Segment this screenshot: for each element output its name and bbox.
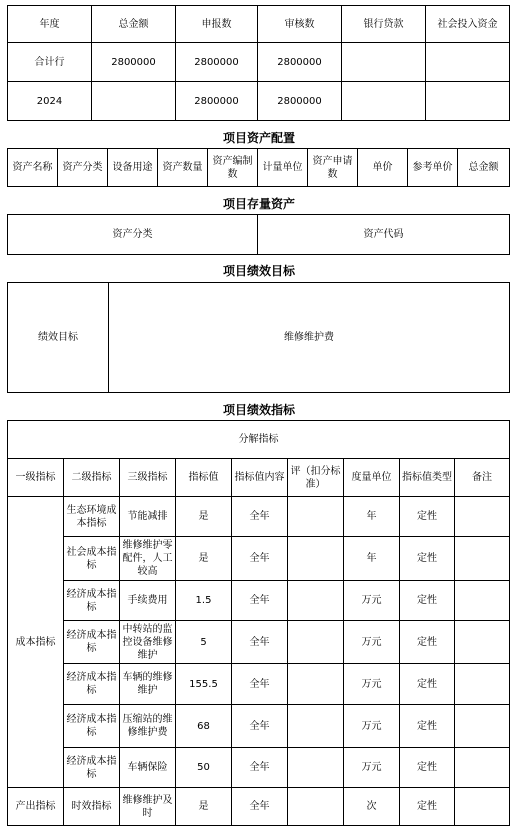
perf-goal-row bbox=[8, 283, 510, 393]
perf-cell: 全年 bbox=[232, 621, 288, 664]
perf-cell: 节能减排 bbox=[120, 497, 176, 537]
funding-header-cell: 年度 bbox=[8, 6, 92, 43]
funding-cell: 2800000 bbox=[258, 43, 342, 82]
perf-cell: 定性 bbox=[400, 497, 455, 537]
perf-cell bbox=[455, 664, 510, 705]
perf-goal-value: 维修维护费 bbox=[109, 283, 510, 393]
funding-row bbox=[8, 82, 510, 121]
perf-cell: 全年 bbox=[232, 748, 288, 788]
funding-row bbox=[8, 43, 510, 82]
perf-cell bbox=[288, 664, 344, 705]
funding-header-row bbox=[8, 6, 510, 43]
perf-cell: 车辆的维修维护 bbox=[120, 664, 176, 705]
perf-cell: 是 bbox=[176, 788, 232, 826]
funding-table bbox=[7, 5, 510, 121]
perf-section-header: 分解指标 bbox=[8, 421, 510, 459]
asset-config-header-cell: 资产数量 bbox=[158, 149, 208, 187]
funding-cell bbox=[92, 82, 176, 121]
perf-cell: 万元 bbox=[344, 664, 400, 705]
stock-assets-header-row bbox=[8, 215, 510, 255]
perf-cell: 全年 bbox=[232, 705, 288, 748]
funding-header-cell: 审核数 bbox=[258, 6, 342, 43]
perf-row bbox=[8, 788, 510, 826]
perf-cell: 维修维护及时 bbox=[120, 788, 176, 826]
perf-cell: 压缩站的维修维护费 bbox=[120, 705, 176, 748]
perf-cell bbox=[288, 705, 344, 748]
perf-cell: 全年 bbox=[232, 788, 288, 826]
asset-config-header-cell: 参考单价 bbox=[408, 149, 458, 187]
perf-cell: 万元 bbox=[344, 748, 400, 788]
perf-cell: 是 bbox=[176, 497, 232, 537]
perf-cell: 定性 bbox=[400, 664, 455, 705]
perf-row bbox=[8, 581, 510, 621]
funding-cell: 合计行 bbox=[8, 43, 92, 82]
perf-goal-title: 项目绩效目标 bbox=[222, 264, 295, 278]
perf-cell bbox=[455, 581, 510, 621]
perf-cell: 次 bbox=[344, 788, 400, 826]
asset-config-header-cell: 计量单位 bbox=[258, 149, 308, 187]
perf-header-cell: 评（扣分标准） bbox=[288, 459, 344, 497]
perf-header-cell: 二级指标 bbox=[64, 459, 120, 497]
perf-cell: 定性 bbox=[400, 621, 455, 664]
funding-header-cell: 社会投入资金 bbox=[426, 6, 510, 43]
perf-row bbox=[8, 664, 510, 705]
perf-cell: 1.5 bbox=[176, 581, 232, 621]
perf-cell: 时效指标 bbox=[64, 788, 120, 826]
perf-cell: 经济成本指标 bbox=[64, 581, 120, 621]
perf-row bbox=[8, 621, 510, 664]
perf-cell: 155.5 bbox=[176, 664, 232, 705]
perf-cell: 全年 bbox=[232, 581, 288, 621]
perf-cell bbox=[455, 748, 510, 788]
perf-cell: 万元 bbox=[344, 705, 400, 748]
perf-cell: 全年 bbox=[232, 664, 288, 705]
perf-header-cell: 一级指标 bbox=[8, 459, 64, 497]
stock-assets-header-cell: 资产分类 bbox=[8, 215, 258, 255]
asset-config-header-cell: 资产编制数 bbox=[208, 149, 258, 187]
perf-cell bbox=[288, 497, 344, 537]
perf-header-cell: 度量单位 bbox=[344, 459, 400, 497]
funding-cell: 2800000 bbox=[176, 43, 258, 82]
perf-cell: 万元 bbox=[344, 581, 400, 621]
perf-cell bbox=[455, 788, 510, 826]
asset-config-header-row bbox=[8, 149, 510, 187]
perf-cell: 社会成本指标 bbox=[64, 537, 120, 581]
funding-header-cell: 总金额 bbox=[92, 6, 176, 43]
perf-row bbox=[8, 748, 510, 788]
stock-assets-header-cell: 资产代码 bbox=[258, 215, 510, 255]
funding-cell: 2800000 bbox=[258, 82, 342, 121]
perf-cell bbox=[288, 621, 344, 664]
perf-cell: 50 bbox=[176, 748, 232, 788]
stock-assets-title: 项目存量资产 bbox=[222, 197, 295, 211]
perf-cell: 5 bbox=[176, 621, 232, 664]
perf-cell: 万元 bbox=[344, 621, 400, 664]
perf-header-cell: 指标值 bbox=[176, 459, 232, 497]
perf-level1-cell: 产出指标 bbox=[8, 788, 64, 826]
perf-cell bbox=[455, 537, 510, 581]
funding-cell: 2800000 bbox=[176, 82, 258, 121]
asset-config-table bbox=[7, 148, 510, 187]
funding-header-cell: 银行贷款 bbox=[342, 6, 426, 43]
funding-cell bbox=[342, 43, 426, 82]
perf-cell: 经济成本指标 bbox=[64, 664, 120, 705]
perf-indicators-table bbox=[7, 420, 510, 826]
perf-level1-cell: 成本指标 bbox=[8, 497, 64, 788]
perf-cell: 生态环境成本指标 bbox=[64, 497, 120, 537]
perf-cell: 68 bbox=[176, 705, 232, 748]
perf-header-cell: 三级指标 bbox=[120, 459, 176, 497]
perf-cell: 手续费用 bbox=[120, 581, 176, 621]
perf-cell: 车辆保险 bbox=[120, 748, 176, 788]
perf-cell: 全年 bbox=[232, 537, 288, 581]
perf-header-cell: 指标值类型 bbox=[400, 459, 455, 497]
perf-cell bbox=[288, 581, 344, 621]
perf-cell: 定性 bbox=[400, 537, 455, 581]
perf-indicators-title: 项目绩效指标 bbox=[222, 403, 295, 417]
perf-cell: 经济成本指标 bbox=[64, 621, 120, 664]
perf-cell: 定性 bbox=[400, 581, 455, 621]
perf-cell bbox=[288, 537, 344, 581]
perf-cell: 经济成本指标 bbox=[64, 748, 120, 788]
perf-header-cell: 指标值内容 bbox=[232, 459, 288, 497]
perf-cell: 全年 bbox=[232, 497, 288, 537]
perf-cell: 中转站的监控设备维修维护 bbox=[120, 621, 176, 664]
funding-cell bbox=[342, 82, 426, 121]
perf-cell: 定性 bbox=[400, 788, 455, 826]
perf-cell: 定性 bbox=[400, 705, 455, 748]
perf-cell bbox=[455, 621, 510, 664]
perf-cell bbox=[455, 497, 510, 537]
asset-config-header-cell: 单价 bbox=[358, 149, 408, 187]
perf-header-cell: 备注 bbox=[455, 459, 510, 497]
stock-assets-table bbox=[7, 214, 510, 255]
perf-row bbox=[8, 497, 510, 537]
perf-cell: 定性 bbox=[400, 748, 455, 788]
perf-cell bbox=[288, 748, 344, 788]
funding-cell bbox=[426, 43, 510, 82]
asset-config-header-cell: 设备用途 bbox=[108, 149, 158, 187]
asset-config-header-cell: 资产名称 bbox=[8, 149, 58, 187]
asset-config-header-cell: 资产分类 bbox=[58, 149, 108, 187]
asset-config-header-cell: 资产申请数 bbox=[308, 149, 358, 187]
perf-goal-table bbox=[7, 282, 510, 393]
funding-header-cell: 申报数 bbox=[176, 6, 258, 43]
perf-cell: 年 bbox=[344, 497, 400, 537]
perf-cell: 经济成本指标 bbox=[64, 705, 120, 748]
perf-row bbox=[8, 537, 510, 581]
perf-cell: 维修维护零配件，人工较高 bbox=[120, 537, 176, 581]
funding-cell bbox=[426, 82, 510, 121]
perf-cell bbox=[455, 705, 510, 748]
perf-cell bbox=[288, 788, 344, 826]
perf-row bbox=[8, 705, 510, 748]
perf-section-header-row bbox=[8, 421, 510, 459]
asset-config-title: 项目资产配置 bbox=[222, 131, 295, 145]
funding-cell: 2800000 bbox=[92, 43, 176, 82]
perf-header-row bbox=[8, 459, 510, 497]
perf-cell: 年 bbox=[344, 537, 400, 581]
perf-cell: 是 bbox=[176, 537, 232, 581]
asset-config-header-cell: 总金额 bbox=[458, 149, 510, 187]
funding-cell: 2024 bbox=[8, 82, 92, 121]
perf-goal-label: 绩效目标 bbox=[8, 283, 109, 393]
